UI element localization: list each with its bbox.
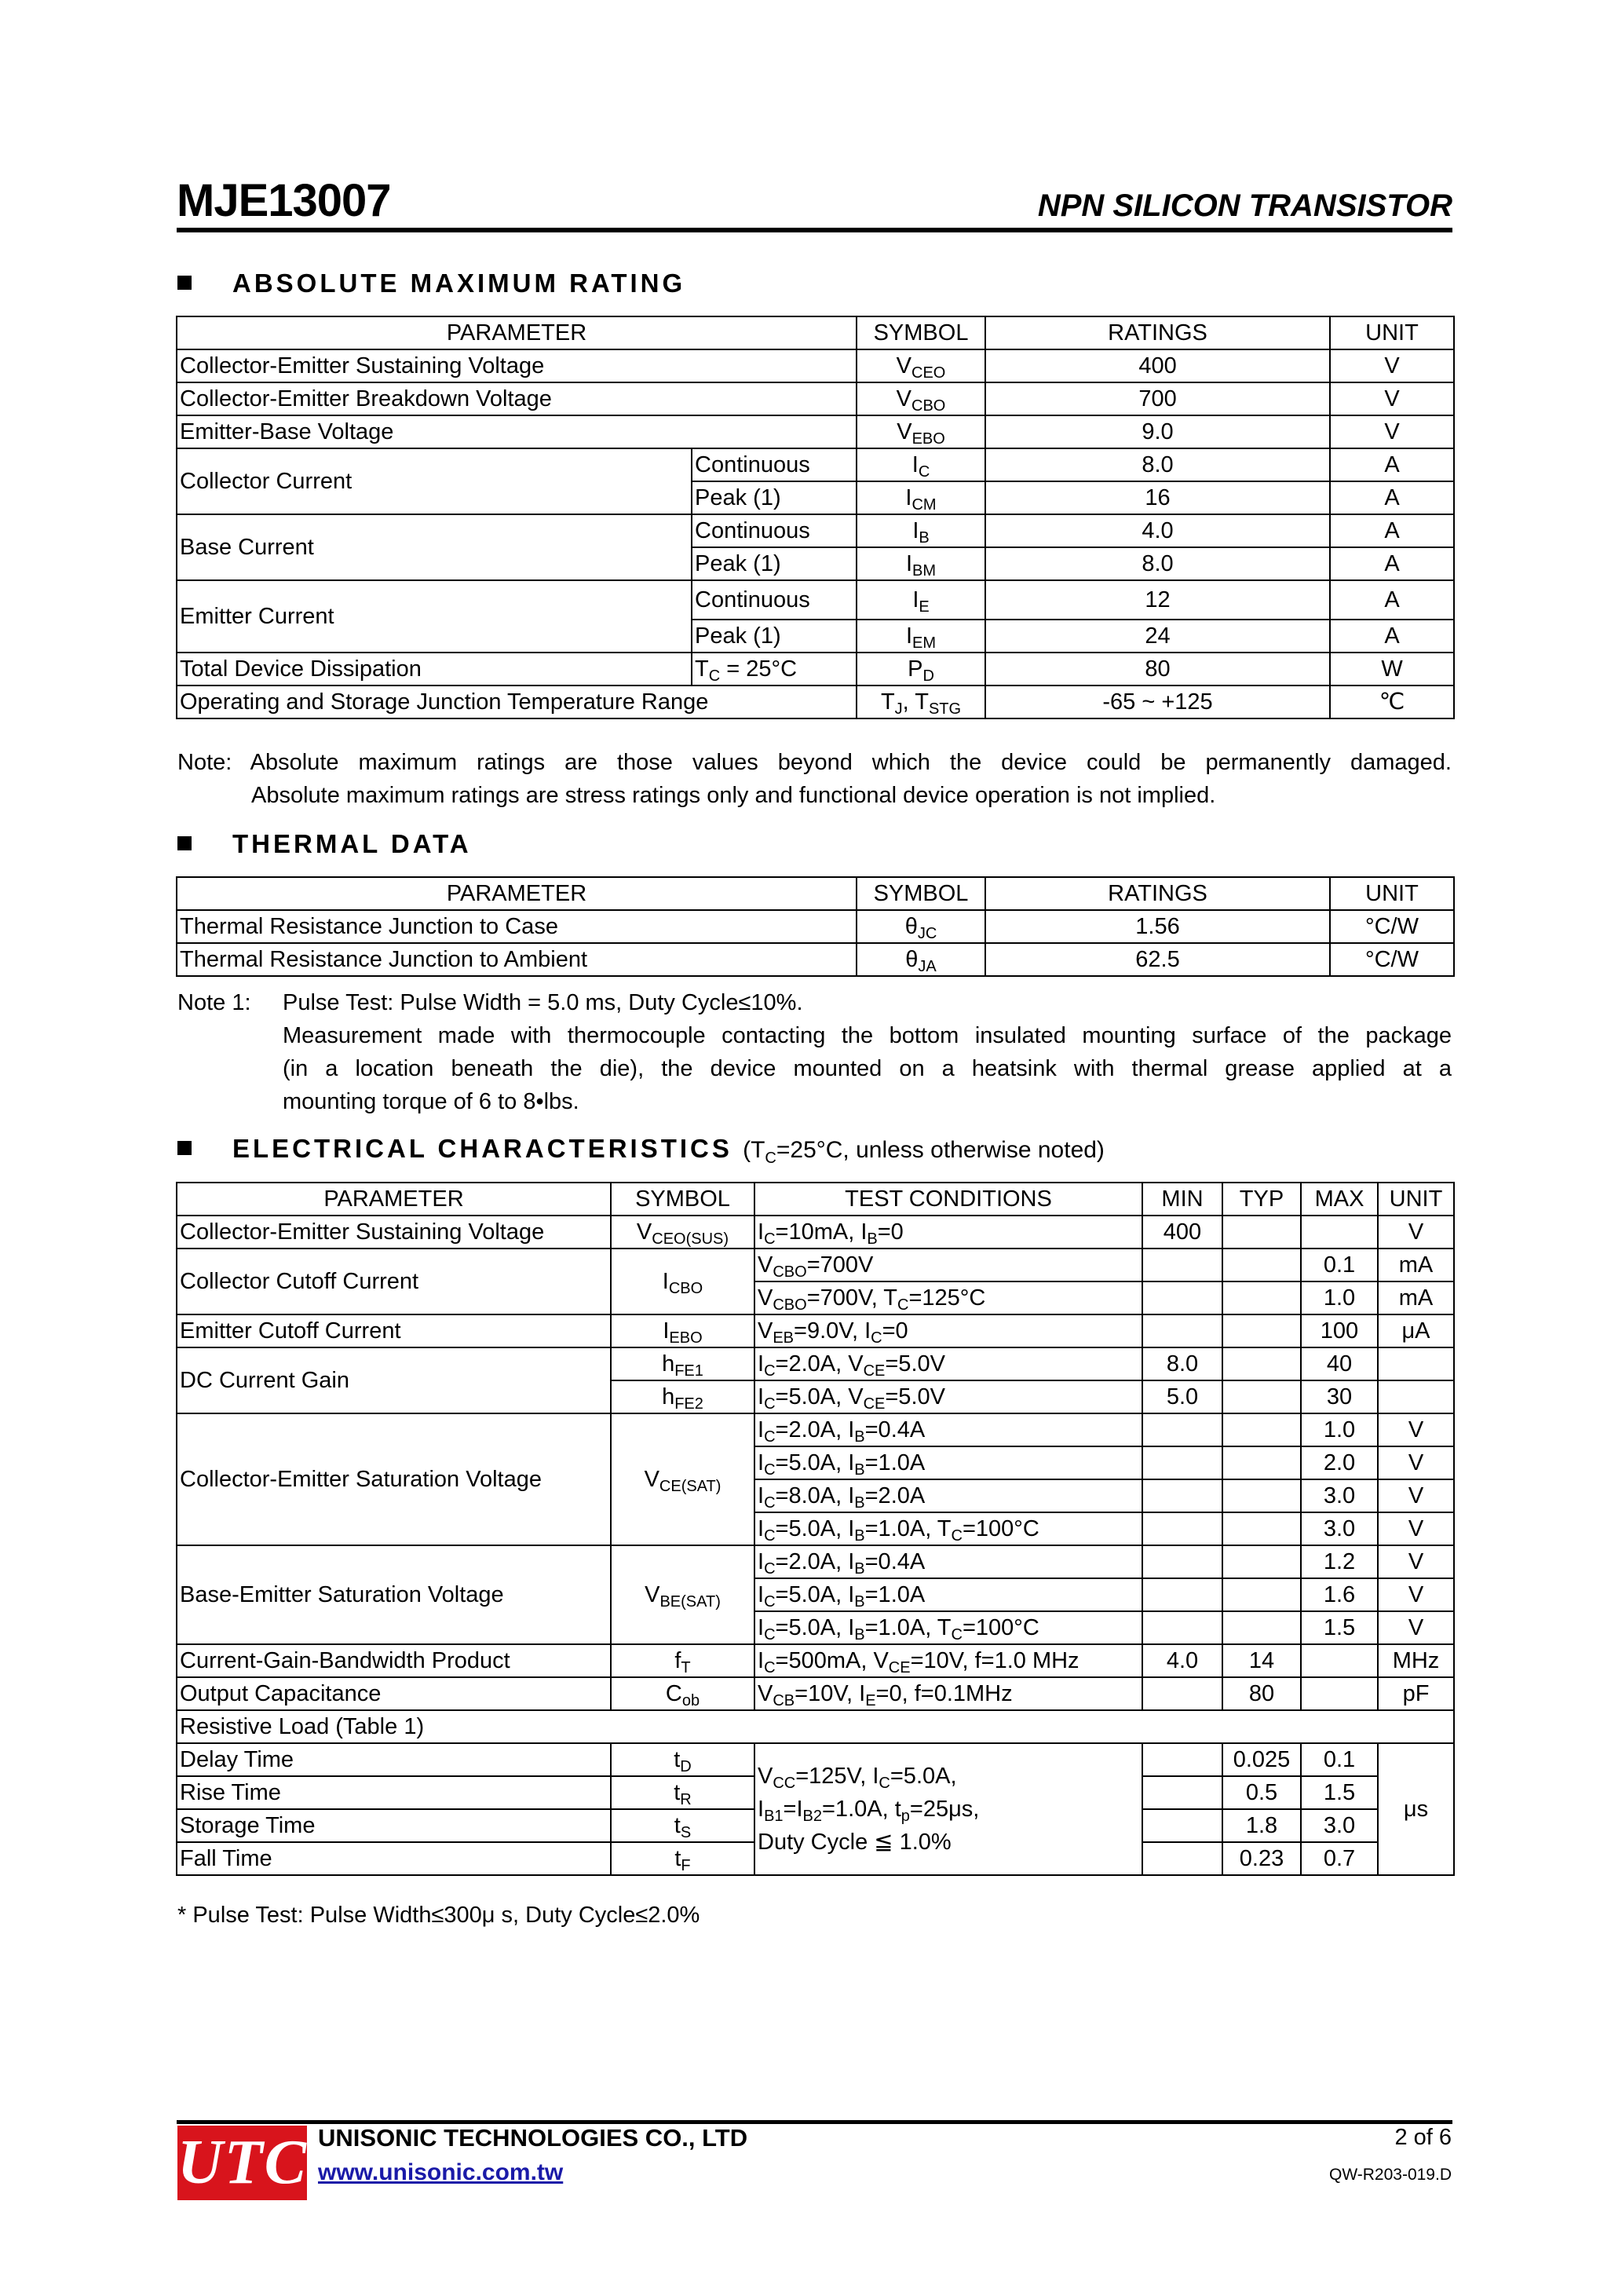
test-cell: $I_C=8.0A$, $I_B=2.0A$	[754, 1479, 1142, 1512]
table-row	[177, 514, 1454, 547]
test-cell: $V_{CBO}=700V$	[754, 1249, 1142, 1281]
min-cell: 4.0	[1142, 1644, 1222, 1677]
param-cell: Fall Time	[177, 1842, 611, 1875]
max-cell	[1301, 1216, 1378, 1249]
table-row	[177, 943, 1454, 976]
param-cell: Storage Time	[177, 1809, 611, 1842]
symbol-cell: $t_F$	[611, 1842, 754, 1875]
switching-test-cell	[754, 1743, 1142, 1875]
test-cell: $I_C=2.0A$, $V_{CE}=5.0V$	[754, 1347, 1142, 1380]
param-cell: Base Current	[177, 514, 692, 580]
thermal-table	[176, 876, 1455, 977]
symbol-cell: $V_{CEO}$	[857, 349, 985, 382]
test-cell: $I_C=5.0A$, $I_B=1.0A$, $T_C=100^\circ C$	[754, 1611, 1142, 1644]
header-unit: UNIT	[1378, 1183, 1454, 1216]
symbol-cell: $h_{FE1}$	[611, 1347, 754, 1380]
rating-cell: 12	[985, 580, 1330, 620]
header-typ: TYP	[1222, 1183, 1301, 1216]
param-cell: Base-Emitter Saturation Voltage	[177, 1545, 611, 1644]
min-cell	[1142, 1545, 1222, 1578]
min-cell	[1142, 1281, 1222, 1314]
test-cell: $I_C=500mA$, $V_{CE}=10V$, f=1.0 MHz	[754, 1644, 1142, 1677]
test-cell: $I_C=10mA$, $I_B=0$	[754, 1216, 1142, 1249]
test-cell: $I_C=2.0A$, $I_B=0.4A$	[754, 1545, 1142, 1578]
unit-cell: mA	[1378, 1281, 1454, 1314]
max-cell: 40	[1301, 1347, 1378, 1380]
typ-cell	[1222, 1281, 1301, 1314]
symbol-cell: $t_D$	[611, 1743, 754, 1776]
table-row	[177, 1249, 1454, 1281]
symbol-cell: $I_{EBO}$	[611, 1314, 754, 1347]
header-unit: UNIT	[1330, 316, 1454, 349]
header-test-conditions: TEST CONDITIONS	[754, 1183, 1142, 1216]
typ-cell	[1222, 1545, 1301, 1578]
max-cell: 30	[1301, 1380, 1378, 1413]
max-cell: 0.7	[1301, 1842, 1378, 1875]
thermal-note-line1: Pulse Test: Pulse Width = 5.0 ms, Duty Cycle≤10%.	[283, 990, 803, 1015]
max-cell: 3.0	[1301, 1512, 1378, 1545]
min-cell	[1142, 1446, 1222, 1479]
typ-cell	[1222, 1479, 1301, 1512]
symbol-cell: $I_E$	[857, 580, 985, 620]
symbol-cell: $I_B$	[857, 514, 985, 547]
resistive-load-label: Resistive Load (Table 1)	[177, 1710, 1454, 1743]
symbol-cell: $t_R$	[611, 1776, 754, 1809]
param-cell: Delay Time	[177, 1743, 611, 1776]
test-cell: $I_C=5.0A$, $I_B=1.0A$, $T_C=100^\circ C$	[754, 1512, 1142, 1545]
param-cell: Collector-Emitter Saturation Voltage	[177, 1413, 611, 1545]
rating-cell: 62.5	[985, 943, 1330, 976]
condition-cell: Continuous	[692, 580, 857, 620]
table-row	[177, 1677, 1454, 1710]
symbol-cell: $f_T$	[611, 1644, 754, 1677]
typ-cell: 0.5	[1222, 1776, 1301, 1809]
unit-cell: °C/W	[1330, 910, 1454, 943]
unit-cell: A	[1330, 620, 1454, 653]
symbol-cell: $\theta_{JA}$	[857, 943, 985, 976]
typ-cell	[1222, 1578, 1301, 1611]
param-cell: Emitter Cutoff Current	[177, 1314, 611, 1347]
rating-cell: 80	[985, 653, 1330, 686]
max-cell: 3.0	[1301, 1479, 1378, 1512]
unit-cell: V	[1330, 382, 1454, 415]
unit-cell: μA	[1378, 1314, 1454, 1347]
unit-cell	[1378, 1380, 1454, 1413]
symbol-cell: $V_{CE(SAT)}$	[611, 1413, 754, 1545]
unit-cell: mA	[1378, 1249, 1454, 1281]
typ-cell	[1222, 1249, 1301, 1281]
max-cell: 1.5	[1301, 1776, 1378, 1809]
param-cell: Rise Time	[177, 1776, 611, 1809]
thermal-note-line4: mounting torque of 6 to 8•lbs.	[283, 1089, 579, 1114]
max-cell: 0.1	[1301, 1249, 1378, 1281]
table-row	[177, 1216, 1454, 1249]
bullet-square-icon	[177, 836, 192, 850]
table-row	[177, 1545, 1454, 1578]
unit-cell: A	[1330, 547, 1454, 580]
test-cell: $V_{CBO}=700V$, $T_C=125^\circ C$	[754, 1281, 1142, 1314]
min-cell	[1142, 1677, 1222, 1710]
table-row	[177, 580, 1454, 620]
symbol-cell: $h_{FE2}$	[611, 1380, 754, 1413]
param-cell: Collector-Emitter Sustaining Voltage	[177, 349, 857, 382]
unit-cell: V	[1378, 1512, 1454, 1545]
table-row	[177, 1413, 1454, 1446]
unit-cell: A	[1330, 481, 1454, 514]
symbol-cell: $I_{CBO}$	[611, 1249, 754, 1314]
typ-cell	[1222, 1216, 1301, 1249]
typ-cell: 1.8	[1222, 1809, 1301, 1842]
test-cell: $I_C=5.0A$, $V_{CE}=5.0V$	[754, 1380, 1142, 1413]
max-cell: 1.0	[1301, 1281, 1378, 1314]
website-link[interactable]: www.unisonic.com.tw	[318, 2159, 564, 2185]
typ-cell	[1222, 1380, 1301, 1413]
unit-cell: A	[1330, 514, 1454, 547]
rating-cell: 16	[985, 481, 1330, 514]
min-cell	[1142, 1479, 1222, 1512]
typ-cell	[1222, 1413, 1301, 1446]
symbol-cell: $I_C$	[857, 448, 985, 481]
min-cell: 5.0	[1142, 1380, 1222, 1413]
max-cell: 0.1	[1301, 1743, 1378, 1776]
rating-cell: 24	[985, 620, 1330, 653]
symbol-cell: $V_{EBO}$	[857, 415, 985, 448]
min-cell	[1142, 1776, 1222, 1809]
thermal-title: THERMAL DATA	[232, 829, 472, 858]
param-cell: Current-Gain-Bandwidth Product	[177, 1644, 611, 1677]
rating-cell: 4.0	[985, 514, 1330, 547]
max-cell: 100	[1301, 1314, 1378, 1347]
unit-cell: V	[1378, 1545, 1454, 1578]
table-row	[177, 686, 1454, 718]
condition-cell: Peak (1)	[692, 481, 857, 514]
symbol-cell: $P_D$	[857, 653, 985, 686]
max-cell: 1.6	[1301, 1578, 1378, 1611]
header-ratings: RATINGS	[985, 877, 1330, 910]
typ-cell	[1222, 1347, 1301, 1380]
header-min: MIN	[1142, 1183, 1222, 1216]
typ-cell: 0.23	[1222, 1842, 1301, 1875]
table-header-row	[177, 877, 1454, 910]
unit-cell: V	[1378, 1413, 1454, 1446]
condition-cell: $T_C = 25^\circ C$	[692, 653, 857, 686]
param-cell: Collector-Emitter Breakdown Voltage	[177, 382, 857, 415]
symbol-cell: $I_{CM}$	[857, 481, 985, 514]
switching-cond-line1: $V_{CC}=125V$, $I_C=5.0A$,	[758, 1764, 957, 1792]
typ-cell	[1222, 1512, 1301, 1545]
header-symbol: SYMBOL	[611, 1183, 754, 1216]
thermal-heading	[177, 829, 472, 859]
rating-cell: 700	[985, 382, 1330, 415]
unit-cell: V	[1378, 1479, 1454, 1512]
unit-cell: A	[1330, 580, 1454, 620]
condition-cell: Continuous	[692, 448, 857, 481]
table-row	[177, 415, 1454, 448]
unit-cell: V	[1378, 1216, 1454, 1249]
max-cell: 3.0	[1301, 1809, 1378, 1842]
table-row	[177, 653, 1454, 686]
pulse-test-note: * Pulse Test: Pulse Width≤300μ s, Duty Cycle≤2.0%	[177, 1903, 700, 1928]
rating-cell: 400	[985, 349, 1330, 382]
param-cell: Output Capacitance	[177, 1677, 611, 1710]
min-cell	[1142, 1611, 1222, 1644]
abs-max-note-line2: Absolute maximum ratings are stress ratings only and functional device operation is not implied.	[251, 783, 1216, 808]
header-symbol: SYMBOL	[857, 877, 985, 910]
min-cell	[1142, 1809, 1222, 1842]
company-name: UNISONIC TECHNOLOGIES CO., LTD	[318, 2124, 748, 2152]
test-cell: $I_C=5.0A$, $I_B=1.0A$	[754, 1578, 1142, 1611]
min-cell: 8.0	[1142, 1347, 1222, 1380]
typ-cell: 0.025	[1222, 1743, 1301, 1776]
param-cell: Total Device Dissipation	[177, 653, 692, 686]
switching-cond-line2: $I_{B1}=I_{B2}=1.0A$, $t_p=25\mu s$,	[758, 1797, 980, 1825]
max-cell	[1301, 1644, 1378, 1677]
param-cell: Emitter Current	[177, 580, 692, 653]
param-cell: Thermal Resistance Junction to Ambient	[177, 943, 857, 976]
param-cell: Emitter-Base Voltage	[177, 415, 857, 448]
min-cell: 400	[1142, 1216, 1222, 1249]
min-cell	[1142, 1314, 1222, 1347]
symbol-cell: $V_{CEO(SUS)}$	[611, 1216, 754, 1249]
utc-logo: UTC	[177, 2126, 307, 2200]
unit-cell: V	[1330, 415, 1454, 448]
elec-heading	[177, 1134, 1105, 1168]
typ-cell: 14	[1222, 1644, 1301, 1677]
table-row	[177, 1347, 1454, 1380]
param-cell: Collector Current	[177, 448, 692, 514]
unit-cell: V	[1378, 1446, 1454, 1479]
param-cell: Collector Cutoff Current	[177, 1249, 611, 1314]
switching-unit-cell: μs	[1378, 1743, 1454, 1875]
symbol-cell: $V_{CBO}$	[857, 382, 985, 415]
symbol-cell: $\theta_{JC}$	[857, 910, 985, 943]
rating-cell: 1.56	[985, 910, 1330, 943]
abs-max-heading	[177, 269, 685, 298]
min-cell	[1142, 1842, 1222, 1875]
header-max: MAX	[1301, 1183, 1378, 1216]
header-unit: UNIT	[1330, 877, 1454, 910]
device-type: NPN SILICON TRANSISTOR	[1037, 188, 1452, 223]
typ-cell	[1222, 1611, 1301, 1644]
unit-cell: A	[1330, 448, 1454, 481]
rating-cell: 9.0	[985, 415, 1330, 448]
unit-cell: ℃	[1330, 686, 1454, 718]
min-cell	[1142, 1743, 1222, 1776]
rating-cell: -65 ~ +125	[985, 686, 1330, 718]
symbol-cell: $V_{BE(SAT)}$	[611, 1545, 754, 1644]
table-row	[177, 448, 1454, 481]
min-cell	[1142, 1512, 1222, 1545]
param-cell: Thermal Resistance Junction to Case	[177, 910, 857, 943]
condition-cell: Peak (1)	[692, 620, 857, 653]
test-cell: $V_{CB}=10V$, $I_E=0$, f=0.1MHz	[754, 1677, 1142, 1710]
max-cell	[1301, 1677, 1378, 1710]
header-parameter: PARAMETER	[177, 1183, 611, 1216]
condition-cell: Peak (1)	[692, 547, 857, 580]
max-cell: 1.5	[1301, 1611, 1378, 1644]
header-symbol: SYMBOL	[857, 316, 985, 349]
condition-cell: Continuous	[692, 514, 857, 547]
typ-cell	[1222, 1314, 1301, 1347]
thermal-note-label: Note 1:	[177, 990, 251, 1015]
header-rule	[177, 228, 1452, 232]
param-cell: DC Current Gain	[177, 1347, 611, 1413]
header-ratings: RATINGS	[985, 316, 1330, 349]
unit-cell: V	[1330, 349, 1454, 382]
table-row	[177, 1710, 1454, 1743]
rating-cell: 8.0	[985, 448, 1330, 481]
test-cell: $I_C=2.0A$, $I_B=0.4A$	[754, 1413, 1142, 1446]
switching-cond-line3: Duty Cycle ≦ 1.0%	[758, 1830, 952, 1855]
param-cell: Collector-Emitter Sustaining Voltage	[177, 1216, 611, 1249]
max-cell: 1.2	[1301, 1545, 1378, 1578]
unit-cell: W	[1330, 653, 1454, 686]
table-row	[177, 1644, 1454, 1677]
unit-cell	[1378, 1347, 1454, 1380]
symbol-cell: $I_{EM}$	[857, 620, 985, 653]
table-header-row	[177, 1183, 1454, 1216]
header-parameter: PARAMETER	[177, 877, 857, 910]
rating-cell: 8.0	[985, 547, 1330, 580]
min-cell	[1142, 1249, 1222, 1281]
typ-cell	[1222, 1446, 1301, 1479]
typ-cell: 80	[1222, 1677, 1301, 1710]
unit-cell: V	[1378, 1578, 1454, 1611]
symbol-cell: $t_S$	[611, 1809, 754, 1842]
thermal-note-line2: Measurement made with thermocouple contacting the bottom insulated mounting surface of the package	[283, 1023, 1452, 1048]
abs-max-note-line1: Note: Absolute maximum ratings are those values beyond which the device could be permanently damaged.	[177, 750, 1452, 775]
min-cell	[1142, 1578, 1222, 1611]
unit-cell: V	[1378, 1611, 1454, 1644]
document-number: QW-R203-019.D	[1328, 2166, 1452, 2184]
unit-cell: MHz	[1378, 1644, 1454, 1677]
symbol-cell: $C_{ob}$	[611, 1677, 754, 1710]
test-cell: $I_C=5.0A$, $I_B=1.0A$	[754, 1446, 1142, 1479]
bullet-square-icon	[177, 276, 192, 290]
symbol-cell: $T_J$, $T_{STG}$	[857, 686, 985, 718]
abs-max-title: ABSOLUTE MAXIMUM RATING	[232, 269, 686, 298]
thermal-note-line3: (in a location beneath the die), the device mounted on a heatsink with thermal grease applied at a	[283, 1056, 1452, 1081]
table-row	[177, 1743, 1454, 1776]
table-row	[177, 349, 1454, 382]
symbol-cell: $I_{BM}$	[857, 547, 985, 580]
unit-cell: pF	[1378, 1677, 1454, 1710]
page-number: 2 of 6	[1394, 2125, 1452, 2150]
elec-title: ELECTRICAL CHARACTERISTICS	[232, 1134, 732, 1163]
table-header-row	[177, 316, 1454, 349]
elec-conditions: ($T_C=25^\circ C$, unless otherwise noted)	[743, 1137, 1105, 1167]
max-cell: 1.0	[1301, 1413, 1378, 1446]
elec-table	[176, 1182, 1455, 1876]
table-row	[177, 1314, 1454, 1347]
header-parameter: PARAMETER	[177, 316, 857, 349]
unit-cell: °C/W	[1330, 943, 1454, 976]
min-cell	[1142, 1413, 1222, 1446]
part-number: MJE13007	[177, 175, 391, 226]
max-cell: 2.0	[1301, 1446, 1378, 1479]
abs-max-table	[176, 316, 1455, 719]
test-cell: $V_{EB}=9.0V$, $I_C=0$	[754, 1314, 1142, 1347]
param-cell: Operating and Storage Junction Temperature Range	[177, 686, 857, 718]
bullet-square-icon	[177, 1141, 192, 1155]
table-row	[177, 382, 1454, 415]
table-row	[177, 910, 1454, 943]
